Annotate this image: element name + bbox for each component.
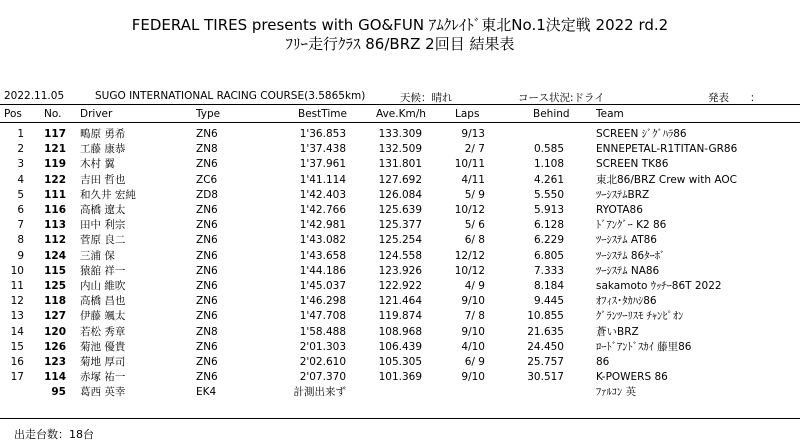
row-driver: 吉田 哲也 xyxy=(80,173,126,186)
row-behind: 5.550 xyxy=(533,188,564,201)
row-laps: 4/11 xyxy=(461,173,485,186)
row-average-speed: 122.922 xyxy=(378,280,422,292)
row-team: sakamoto ｳｯﾁｰ86T 2022 xyxy=(596,280,722,292)
row-behind: 4.261 xyxy=(533,173,564,186)
row-laps: 9/10 xyxy=(461,295,485,308)
table-bottom-rule xyxy=(0,418,800,419)
row-laps: 10/11 xyxy=(454,158,485,171)
col-type: Type xyxy=(196,108,221,120)
column-header-row xyxy=(0,108,800,121)
row-behind: 0.585 xyxy=(533,143,564,156)
row-best-time: 1'41.114 xyxy=(299,173,346,186)
row-driver: 若松 秀章 xyxy=(80,325,126,338)
row-team: ﾌｧﾙｺﾝ 英 xyxy=(596,386,637,399)
row-team: ﾂｰｼｽﾃﾑBRZ xyxy=(596,188,650,201)
col-team: Team xyxy=(596,108,624,120)
table-row xyxy=(0,341,800,354)
weather: 天候：晴れ xyxy=(400,92,453,104)
row-average-speed: 119.874 xyxy=(378,310,422,323)
row-type: ZN6 xyxy=(196,356,218,368)
row-pos: 12 xyxy=(10,295,24,308)
row-type: ZN6 xyxy=(196,264,218,277)
row-behind: 6.229 xyxy=(533,234,564,247)
row-car-number: 112 xyxy=(44,234,66,247)
row-type: ZN6 xyxy=(196,219,218,232)
col-pos: Pos xyxy=(4,108,22,120)
row-team: ﾂｰｼｽﾃﾑ AT86 xyxy=(596,234,657,247)
row-car-number: 127 xyxy=(44,310,66,323)
row-behind: 10.855 xyxy=(527,310,564,323)
row-average-speed: 125.377 xyxy=(378,219,422,232)
row-best-time: 2'01.303 xyxy=(299,340,346,353)
row-driver: 三浦 保 xyxy=(80,249,115,262)
row-pos: 16 xyxy=(10,356,24,368)
row-team: 86 xyxy=(596,356,610,368)
row-pos: 14 xyxy=(10,325,24,338)
event-date: 2022.11.05 xyxy=(4,90,65,102)
row-car-number: 121 xyxy=(44,143,66,156)
row-driver: 木村 翼 xyxy=(80,158,115,171)
row-pos: 17 xyxy=(10,371,24,384)
row-behind: 21.635 xyxy=(527,325,564,338)
starters-count: 出走台数：18台 xyxy=(14,428,94,441)
table-row xyxy=(0,265,800,278)
row-average-speed: 105.305 xyxy=(378,356,422,368)
row-behind: 24.450 xyxy=(527,340,564,353)
row-car-number: 124 xyxy=(44,249,66,262)
row-average-speed: 133.309 xyxy=(378,128,422,140)
row-team: RYOTA86 xyxy=(596,204,643,216)
row-driver: 葛西 英幸 xyxy=(80,386,126,399)
row-laps: 4/ 9 xyxy=(464,280,485,292)
row-pos: 2 xyxy=(17,143,24,156)
row-average-speed: 125.254 xyxy=(378,234,422,247)
row-behind: 1.108 xyxy=(533,158,564,171)
row-best-time: 1'37.438 xyxy=(299,143,346,156)
track-condition: コース状況:ドライ xyxy=(518,92,605,104)
table-row xyxy=(0,158,800,171)
col-behind: Behind xyxy=(533,108,570,120)
row-best-time: 1'46.298 xyxy=(299,295,346,308)
row-pos: 7 xyxy=(17,219,24,232)
row-driver: 工藤 康恭 xyxy=(80,143,126,156)
row-type: ZN6 xyxy=(196,280,218,292)
row-average-speed: 106.439 xyxy=(378,340,422,353)
row-driver: 田中 利宗 xyxy=(80,219,126,232)
row-laps: 9/13 xyxy=(461,128,485,140)
row-pos: 5 xyxy=(17,188,24,201)
row-type: ZN8 xyxy=(196,143,218,156)
row-best-time: 1'42.981 xyxy=(299,219,346,232)
row-type: ZN6 xyxy=(196,128,218,140)
row-laps: 9/10 xyxy=(461,371,485,384)
row-pos: 13 xyxy=(10,310,24,323)
row-team: ｸﾞﾗﾝﾂｰﾘｽﾓ ﾁｬﾝﾋﾟｵﾝ xyxy=(596,310,684,323)
row-team: ENNEPETAL-R1TITAN-GR86 xyxy=(596,143,738,156)
row-car-number: 119 xyxy=(44,158,66,171)
row-best-time: 1'36.853 xyxy=(299,128,346,140)
row-type: ZN6 xyxy=(196,204,218,216)
row-driver: 菅原 良二 xyxy=(80,234,126,247)
row-team: ﾄﾞｱﾝｸﾞｰ K2 86 xyxy=(596,219,667,232)
row-car-number: 126 xyxy=(44,340,66,353)
row-best-time: 1'37.961 xyxy=(299,158,346,171)
row-car-number: 123 xyxy=(44,356,66,368)
row-average-speed: 131.801 xyxy=(378,158,422,171)
row-driver: 猿舘 祥一 xyxy=(80,264,126,277)
row-laps: 6/ 9 xyxy=(464,356,485,368)
row-driver: 菊地 厚司 xyxy=(80,356,126,368)
row-laps: 9/10 xyxy=(461,325,485,338)
table-row xyxy=(0,326,800,339)
row-car-number: 117 xyxy=(44,128,66,140)
row-car-number: 111 xyxy=(44,188,66,201)
row-pos: 4 xyxy=(17,173,24,186)
row-team: SCREEN ｼﾞｸﾞﾊﾗ86 xyxy=(596,128,687,140)
row-pos: 6 xyxy=(17,204,24,216)
row-behind: 6.805 xyxy=(533,249,564,262)
row-pos: 9 xyxy=(17,249,24,262)
row-best-time: 1'58.488 xyxy=(299,325,346,338)
row-behind: 8.184 xyxy=(533,280,564,292)
row-driver: 伊藤 颯太 xyxy=(80,310,126,323)
row-best-time: 2'07.370 xyxy=(299,371,346,384)
row-driver: 鴫原 勇希 xyxy=(80,128,126,140)
results-title: FEDERAL TIRES presents with GO&FUN ｱﾑｸﾚｲﾄﾞ東北No.1決定戦 2022 rd.2 xyxy=(131,16,669,34)
col-laps: Laps xyxy=(455,108,480,120)
row-driver: 内山 維吹 xyxy=(80,280,126,292)
table-row xyxy=(0,356,800,369)
row-laps: 5/ 9 xyxy=(464,188,485,201)
results-subtitle: ﾌﾘｰ走行ｸﾗｽ 86/BRZ 2回目 結果表 xyxy=(285,35,515,53)
row-laps: 5/ 6 xyxy=(464,219,485,232)
course-name: SUGO INTERNATIONAL RACING COURSE(3.5865km) xyxy=(95,90,366,102)
row-average-speed: 124.558 xyxy=(378,249,422,262)
row-average-speed: 127.692 xyxy=(378,173,422,186)
row-best-time: 1'43.658 xyxy=(299,249,346,262)
row-best-time: 1'44.186 xyxy=(299,264,346,277)
row-type: ZC6 xyxy=(196,173,218,186)
row-pos: 11 xyxy=(10,280,24,292)
row-pos: 15 xyxy=(10,340,24,353)
row-average-speed: 101.369 xyxy=(378,371,422,384)
row-average-speed: 123.926 xyxy=(378,264,422,277)
col-ave: Ave.Km/h xyxy=(376,108,426,120)
row-laps: 6/ 8 xyxy=(464,234,485,247)
row-behind: 5.913 xyxy=(533,204,564,216)
header-top-rule xyxy=(0,104,800,105)
table-row xyxy=(0,250,800,263)
row-driver: 菊池 優貴 xyxy=(80,340,126,353)
table-row xyxy=(0,143,800,156)
row-team: SCREEN TK86 xyxy=(596,158,669,171)
row-behind: 6.128 xyxy=(533,219,564,232)
row-laps: 12/12 xyxy=(454,249,485,262)
table-row xyxy=(0,295,800,308)
table-row xyxy=(0,189,800,202)
row-average-speed: 121.464 xyxy=(378,295,422,308)
table-row xyxy=(0,310,800,323)
row-team: ﾂｰｼｽﾃﾑ NA86 xyxy=(596,264,660,277)
row-average-speed: 126.084 xyxy=(378,188,422,201)
row-behind: 25.757 xyxy=(527,356,564,368)
row-driver: 和久井 宏純 xyxy=(80,188,136,201)
table-row xyxy=(0,174,800,187)
row-type: EK4 xyxy=(196,386,217,399)
row-type: ZN6 xyxy=(196,249,218,262)
row-average-speed: 132.509 xyxy=(378,143,422,156)
row-type: ZN6 xyxy=(196,234,218,247)
table-row xyxy=(0,204,800,217)
row-car-number: 125 xyxy=(44,280,66,292)
row-car-number: 120 xyxy=(44,325,66,338)
row-pos: 10 xyxy=(10,264,24,277)
row-car-number: 114 xyxy=(44,371,66,384)
row-driver: 高橋 遼太 xyxy=(80,204,126,216)
row-driver: 赤塚 祐一 xyxy=(80,371,126,384)
row-laps: 7/ 8 xyxy=(464,310,485,323)
row-best-time: 2'02.610 xyxy=(299,356,346,368)
row-behind: 9.445 xyxy=(533,295,564,308)
row-behind: 7.333 xyxy=(533,264,564,277)
row-behind: 30.517 xyxy=(527,371,564,384)
row-type: ZN6 xyxy=(196,158,218,171)
row-best-time: 1'47.708 xyxy=(299,310,346,323)
row-type: ZN6 xyxy=(196,340,218,353)
row-team: K-POWERS 86 xyxy=(596,371,668,384)
row-best-time: 1'43.082 xyxy=(299,234,346,247)
table-row xyxy=(0,386,800,399)
row-best-time: 計測出来ず xyxy=(293,386,346,399)
row-pos: 1 xyxy=(17,128,24,140)
table-row xyxy=(0,219,800,232)
row-pos: 8 xyxy=(17,234,24,247)
row-team: ﾂｰｼｽﾃﾑ 86ﾀｰﾎﾞ xyxy=(596,249,666,262)
table-row xyxy=(0,128,800,141)
table-row xyxy=(0,280,800,293)
row-best-time: 1'42.766 xyxy=(299,204,346,216)
row-laps: 4/10 xyxy=(461,340,485,353)
row-type: ZN6 xyxy=(196,371,218,384)
published-label: 発表 ： xyxy=(708,92,761,104)
row-laps: 10/12 xyxy=(454,264,485,277)
row-car-number: 115 xyxy=(44,264,66,277)
row-type: ZN6 xyxy=(196,295,218,308)
row-average-speed: 125.639 xyxy=(378,204,422,216)
row-car-number: 113 xyxy=(44,219,66,232)
row-pos: 3 xyxy=(17,158,24,171)
row-car-number: 118 xyxy=(44,295,66,308)
row-team: ｵﾌｨｽ･ﾀｶﾊｼ86 xyxy=(596,295,657,308)
table-row xyxy=(0,234,800,247)
row-type: ZN8 xyxy=(196,325,218,338)
row-laps: 10/12 xyxy=(454,204,485,216)
row-type: ZD8 xyxy=(196,188,218,201)
row-team: ﾛｰﾄﾞｱﾝﾄﾞｽｶｲ 藤里86 xyxy=(596,340,692,353)
col-best-time: BestTime xyxy=(298,108,347,120)
row-team: 蒼いBRZ xyxy=(596,325,639,338)
row-average-speed: 108.968 xyxy=(378,325,422,338)
header-bottom-rule xyxy=(0,122,800,123)
col-driver: Driver xyxy=(80,108,113,120)
row-type: ZN6 xyxy=(196,310,218,323)
row-best-time: 1'45.037 xyxy=(299,280,346,292)
row-car-number: 116 xyxy=(44,204,66,216)
row-car-number: 95 xyxy=(51,386,66,399)
row-laps: 2/ 7 xyxy=(464,143,485,156)
row-team: 東北86/BRZ Crew with AOC xyxy=(596,173,737,186)
row-driver: 高橋 昌也 xyxy=(80,295,126,308)
row-best-time: 1'42.403 xyxy=(299,188,346,201)
row-car-number: 122 xyxy=(44,173,66,186)
table-row xyxy=(0,371,800,384)
col-no: No. xyxy=(44,108,62,120)
